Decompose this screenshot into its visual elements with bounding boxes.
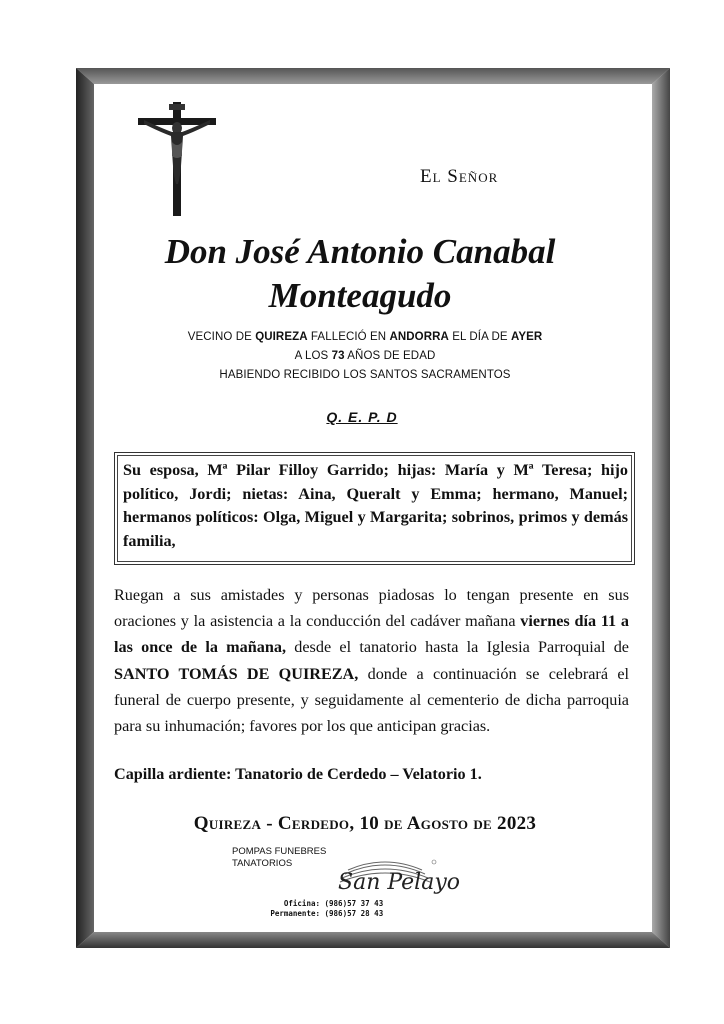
permanent-phone: Permanente: (986)57 28 43 <box>270 909 384 918</box>
chapel-info: Capilla ardiente: Tanatorio de Cerdedo – Velatorio 1. <box>114 765 482 783</box>
funeral-home-line1: POMPAS FUNEBRES <box>232 846 327 857</box>
family-text: Su esposa, Mª Pilar Filloy Garrido; hijas: María y Mª Teresa; hijo político, Jordi; nietas: Aina, Queralt y Emma; hermano, Manuel; hermanos políticos: Olga, Miguel y Margarita; sobrinos, primos y demás familia, <box>123 461 628 550</box>
details-line3: HABIENDO RECIBIDO LOS SANTOS SACRAMENTOS <box>219 369 511 381</box>
qepd-mark: Q. E. P. D <box>326 409 398 425</box>
funeral-home-logo-text: San Pelayo <box>338 870 461 895</box>
deceased-name-line2: Monteagudo <box>268 276 452 315</box>
crucifix-icon <box>136 98 218 218</box>
deceased-name-line1: Don José Antonio Canabal <box>164 232 556 271</box>
details-line1: VECINO DE QUIREZA FALLECIÓ EN ANDORRA EL DÍA DE AYER <box>187 331 543 343</box>
details-line2: A LOS 73 AÑOS DE EDAD <box>294 350 436 362</box>
funeral-home-line2: TANATORIOS <box>232 858 293 869</box>
phone-numbers <box>262 899 383 919</box>
announcement-text: Ruegan a sus amistades y personas piadosas lo tengan presente en sus oraciones y la asistencia a la conducción del cadáver mañana viernes día 11 a las once de la mañana, desde el tanatorio hasta la Iglesia Parroquial de SANTO TOMÁS DE QUIREZA, donde a continuación se celebrará el funeral de cuerpo presente, y seguidamente al cementerio de dicha parroquia para su inhumación; favores por los que anticipan gracias. <box>114 586 629 736</box>
family-box <box>114 452 635 565</box>
header-title: El Señor <box>420 166 499 187</box>
office-phone: Oficina: (986)57 37 43 <box>283 899 384 908</box>
place-date: Quireza - Cerdedo, 10 de Agosto de 2023 <box>193 813 537 834</box>
